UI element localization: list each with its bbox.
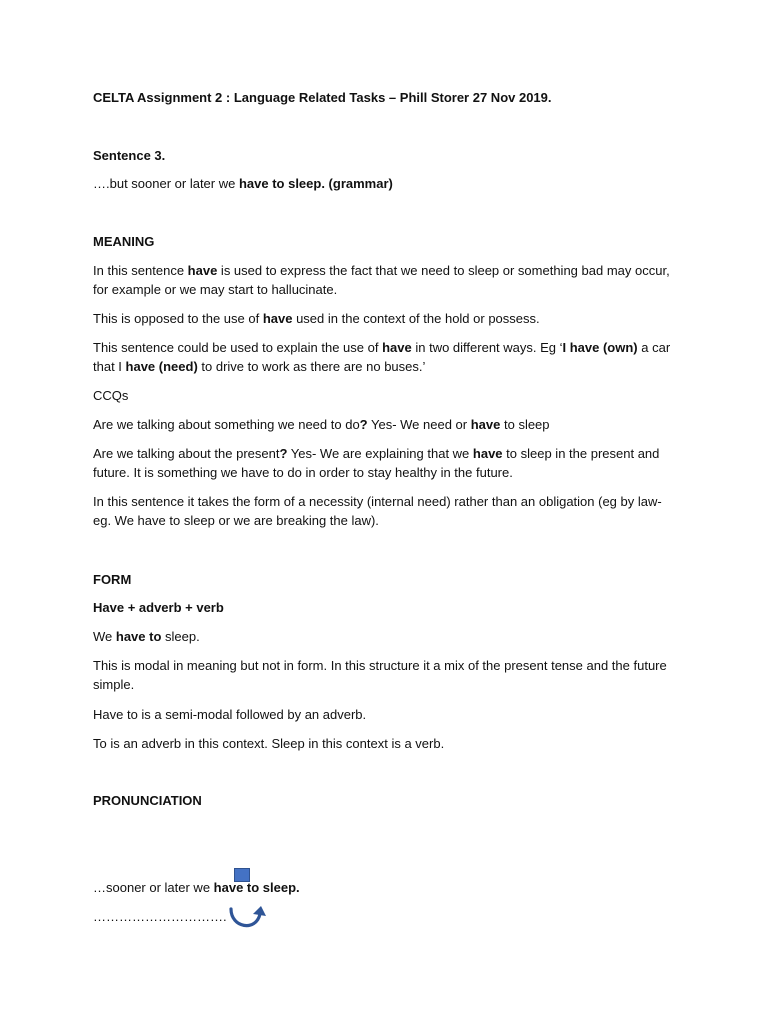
meaning-paragraph-3: This sentence could be used to explain the use of have in two different ways. Eg ‘I have (own) a car that I have (need) to drive to work as there are no buses.’: [93, 340, 671, 374]
form-paragraph-2: Have to is a semi-modal followed by an adverb.: [93, 707, 367, 722]
form-example: We have to sleep.: [93, 629, 200, 644]
form-formula: Have + adverb + verb: [93, 600, 224, 615]
meaning-paragraph-2: This is opposed to the use of have used in the context of the hold or possess.: [93, 311, 540, 326]
intonation-rise-arrow-icon: [226, 904, 268, 934]
ccq-2: Are we talking about the present? Yes- We are explaining that we have to sleep in the present and future. It is something we have to do in order to stay healthy in the future.: [93, 446, 660, 480]
pronunciation-sentence: …sooner or later we have to sleep.: [93, 880, 300, 895]
form-heading: FORM: [93, 572, 132, 587]
form-paragraph-1: This is modal in meaning but not in form. In this structure it a mix of the present tense and the future simple.: [93, 658, 667, 692]
sentence-heading: Sentence 3.: [93, 148, 166, 163]
meaning-heading: MEANING: [93, 234, 155, 249]
meaning-paragraph-4: In this sentence it takes the form of a necessity (internal need) rather than an obligation (eg by law- eg. We have to sleep or we are breaking the law).: [93, 494, 662, 528]
form-paragraph-3: To is an adverb in this context. Sleep in this context is a verb.: [93, 736, 445, 751]
intonation-dots: ………………………….: [93, 909, 227, 924]
meaning-paragraph-1: In this sentence have is used to express the fact that we need to sleep or something bad may occur, for example or we may start to hallucinate.: [93, 263, 670, 297]
ccqs-label: CCQs: [93, 388, 129, 403]
document-title: CELTA Assignment 2 : Language Related Tasks – Phill Storer 27 Nov 2019.: [93, 90, 552, 105]
target-sentence: ….but sooner or later we have to sleep. (grammar): [93, 176, 393, 191]
pronunciation-heading: PRONUNCIATION: [93, 793, 202, 808]
ccq-1: Are we talking about something we need to do? Yes- We need or have to sleep: [93, 417, 550, 432]
